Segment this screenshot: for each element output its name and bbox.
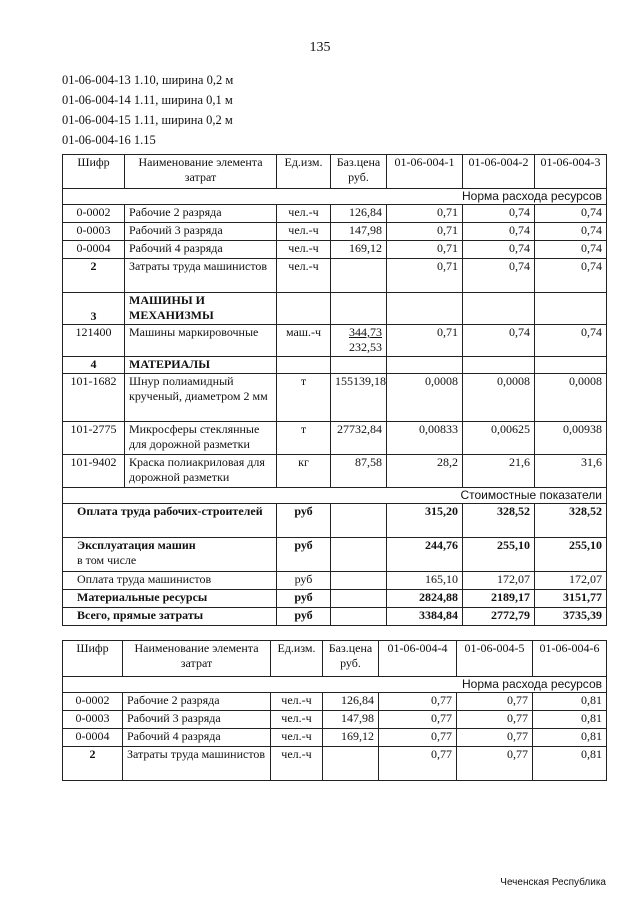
cell-name: Машины маркировочные	[125, 325, 277, 357]
col-header-code: Шифр	[63, 641, 123, 677]
section-row	[63, 357, 607, 374]
cell-code: 2	[63, 747, 123, 781]
cost-value: 315,20	[387, 504, 463, 538]
cell-name: Рабочие 2 разряда	[125, 205, 277, 223]
cell-unit: чел.-ч	[277, 241, 331, 259]
price-bottom: 232,53	[349, 340, 382, 354]
table-row	[63, 374, 607, 422]
cell-unit: чел.-ч	[277, 223, 331, 241]
table-row	[63, 205, 607, 223]
section-code: 3	[63, 293, 125, 325]
table-row	[63, 455, 607, 488]
cost-indicators-note: Стоимостные показатели	[63, 488, 607, 504]
col-header-name: Наименование элемента затрат	[125, 155, 277, 189]
footer-region: Чеченская Республика	[500, 877, 606, 888]
col-header-id: 01-06-004-2	[463, 155, 535, 189]
cell-value: 0,81	[533, 729, 607, 747]
header-line: 01-06-004-16 1.15	[62, 133, 156, 147]
table-row	[63, 693, 607, 711]
cost-value: 255,10	[535, 538, 607, 572]
cell-name: Рабочие 2 разряда	[123, 693, 271, 711]
cell-price: 126,84	[323, 693, 379, 711]
cell-unit: чел.-ч	[271, 747, 323, 781]
cell-code: 0-0004	[63, 241, 125, 259]
cell-unit: чел.-ч	[271, 693, 323, 711]
price-top: 344,73	[349, 325, 382, 339]
norms-table-1	[62, 154, 607, 626]
cell-value: 28,2	[387, 455, 463, 488]
cell-unit: т	[277, 422, 331, 455]
cell-name: Рабочий 3 разряда	[125, 223, 277, 241]
cell-value: 0,77	[457, 693, 533, 711]
cost-label-main: Эксплуатация машин	[77, 538, 196, 552]
table-row	[63, 259, 607, 293]
cell-value: 0,00833	[387, 422, 463, 455]
table-header-row	[63, 155, 607, 189]
cost-value: 3384,84	[387, 608, 463, 626]
table-row	[63, 711, 607, 729]
cell-value: 0,0008	[463, 374, 535, 422]
cell-price: 169,12	[323, 729, 379, 747]
cell-name: Шнур полиамидный крученый, диаметром 2 мм	[125, 374, 277, 422]
cell-price: 147,98	[331, 223, 387, 241]
col-header-id: 01-06-004-4	[379, 641, 457, 677]
cell-value: 0,00938	[535, 422, 607, 455]
table-header-row	[63, 641, 607, 677]
cell-value: 0,0008	[535, 374, 607, 422]
cell-name: Затраты труда машинистов	[125, 259, 277, 293]
cost-unit: руб	[277, 538, 331, 572]
cell-value: 0,74	[535, 241, 607, 259]
cell-name: Рабочий 4 разряда	[125, 241, 277, 259]
cell-value: 0,81	[533, 693, 607, 711]
cell-value: 0,71	[387, 259, 463, 293]
cell-value: 0,77	[457, 747, 533, 781]
header-lines	[62, 70, 233, 150]
cell-code: 101-9402	[63, 455, 125, 488]
table-row	[63, 422, 607, 455]
col-header-name: Наименование элемента затрат	[123, 641, 271, 677]
cell-price: 87,58	[331, 455, 387, 488]
page-number: 135	[309, 40, 331, 55]
cell-price	[331, 325, 387, 357]
col-header-id: 01-06-004-1	[387, 155, 463, 189]
cost-value: 2824,88	[387, 590, 463, 608]
cost-value: 244,76	[387, 538, 463, 572]
cell-unit: чел.-ч	[271, 729, 323, 747]
cell-value: 0,00625	[463, 422, 535, 455]
cost-row	[63, 608, 607, 626]
cell-code: 0-0004	[63, 729, 123, 747]
cost-label	[63, 538, 277, 572]
cell-value: 0,71	[387, 205, 463, 223]
cost-value: 3735,39	[535, 608, 607, 626]
cell-name: Микросферы стеклянные для дорожной разметки	[125, 422, 277, 455]
section-row	[63, 293, 607, 325]
table-row	[63, 241, 607, 259]
cost-value: 328,52	[463, 504, 535, 538]
cell-value: 0,81	[533, 747, 607, 781]
cost-unit: руб	[277, 572, 331, 590]
norms-table-2	[62, 640, 607, 781]
section-code: 4	[63, 357, 125, 374]
col-header-id: 01-06-004-5	[457, 641, 533, 677]
cost-value: 172,07	[535, 572, 607, 590]
cell-value: 0,77	[379, 693, 457, 711]
cost-value: 328,52	[535, 504, 607, 538]
cell-value: 0,77	[379, 729, 457, 747]
col-header-id: 01-06-004-6	[533, 641, 607, 677]
cost-label: Оплата труда машинистов	[63, 572, 277, 590]
cell-unit: чел.-ч	[277, 259, 331, 293]
cost-unit: руб	[277, 504, 331, 538]
cost-unit: руб	[277, 590, 331, 608]
cell-price	[323, 747, 379, 781]
cell-code: 0-0003	[63, 711, 123, 729]
cost-value: 165,10	[387, 572, 463, 590]
header-line: 01-06-004-14 1.11, ширина 0,1 м	[62, 93, 233, 107]
cell-value: 0,74	[463, 205, 535, 223]
section-title: МАШИНЫ И МЕХАНИЗМЫ	[125, 293, 277, 325]
cost-value: 3151,77	[535, 590, 607, 608]
section-title: МАТЕРИАЛЫ	[125, 357, 277, 374]
cell-value: 0,74	[463, 241, 535, 259]
table-row	[63, 747, 607, 781]
cell-value: 0,71	[387, 241, 463, 259]
cell-code: 0-0002	[63, 205, 125, 223]
cell-value: 0,74	[463, 325, 535, 357]
cell-price: 27732,84	[331, 422, 387, 455]
cell-value: 0,74	[535, 259, 607, 293]
cell-value: 0,74	[535, 325, 607, 357]
cost-value: 2772,79	[463, 608, 535, 626]
cost-row	[63, 538, 607, 572]
cost-row	[63, 504, 607, 538]
cell-code: 2	[63, 259, 125, 293]
header-line: 01-06-004-15 1.11, ширина 0,2 м	[62, 113, 233, 127]
cell-code: 0-0003	[63, 223, 125, 241]
cost-value: 2189,17	[463, 590, 535, 608]
cost-label: Всего, прямые затраты	[63, 608, 277, 626]
cost-label-sub: в том числе	[77, 553, 137, 567]
cell-unit: чел.-ч	[271, 711, 323, 729]
cell-price	[331, 259, 387, 293]
cell-value: 21,6	[463, 455, 535, 488]
cell-name: Рабочий 3 разряда	[123, 711, 271, 729]
cell-value: 0,77	[379, 747, 457, 781]
cell-value: 31,6	[535, 455, 607, 488]
cell-code: 101-2775	[63, 422, 125, 455]
cost-row	[63, 590, 607, 608]
cost-label: Материальные ресурсы	[63, 590, 277, 608]
cell-unit: т	[277, 374, 331, 422]
table-row	[63, 223, 607, 241]
resource-norms-note: Норма расхода ресурсов	[63, 189, 607, 205]
cell-value: 0,74	[535, 223, 607, 241]
cost-label: Оплата труда рабочих-строителей	[63, 504, 277, 538]
cost-unit: руб	[277, 608, 331, 626]
cell-code: 101-1682	[63, 374, 125, 422]
table-row	[63, 729, 607, 747]
col-header-unit: Ед.изм.	[277, 155, 331, 189]
cell-value: 0,71	[387, 223, 463, 241]
col-header-price: Баз.цена руб.	[331, 155, 387, 189]
cell-name: Краска полиакриловая для дорожной разметки	[125, 455, 277, 488]
cell-code: 121400	[63, 325, 125, 357]
cell-value: 0,71	[387, 325, 463, 357]
cell-price: 155139,18	[331, 374, 387, 422]
cost-value: 255,10	[463, 538, 535, 572]
cell-price: 147,98	[323, 711, 379, 729]
cell-value: 0,77	[457, 729, 533, 747]
header-line: 01-06-004-13 1.10, ширина 0,2 м	[62, 73, 234, 87]
cell-value: 0,77	[457, 711, 533, 729]
cell-unit: маш.-ч	[277, 325, 331, 357]
resource-norms-note: Норма расхода ресурсов	[63, 677, 607, 693]
cell-value: 0,74	[463, 259, 535, 293]
cell-value: 0,74	[463, 223, 535, 241]
cell-name: Рабочий 4 разряда	[123, 729, 271, 747]
col-header-price: Баз.цена руб.	[323, 641, 379, 677]
cell-code: 0-0002	[63, 693, 123, 711]
cell-value: 0,77	[379, 711, 457, 729]
cell-value: 0,81	[533, 711, 607, 729]
cell-price: 126,84	[331, 205, 387, 223]
cell-price: 169,12	[331, 241, 387, 259]
cell-unit: чел.-ч	[277, 205, 331, 223]
cell-unit: кг	[277, 455, 331, 488]
cost-value: 172,07	[463, 572, 535, 590]
cell-value: 0,74	[535, 205, 607, 223]
col-header-code: Шифр	[63, 155, 125, 189]
cost-row	[63, 572, 607, 590]
table-row	[63, 325, 607, 357]
cell-value: 0,0008	[387, 374, 463, 422]
col-header-unit: Ед.изм.	[271, 641, 323, 677]
col-header-id: 01-06-004-3	[535, 155, 607, 189]
cell-name: Затраты труда машинистов	[123, 747, 271, 781]
